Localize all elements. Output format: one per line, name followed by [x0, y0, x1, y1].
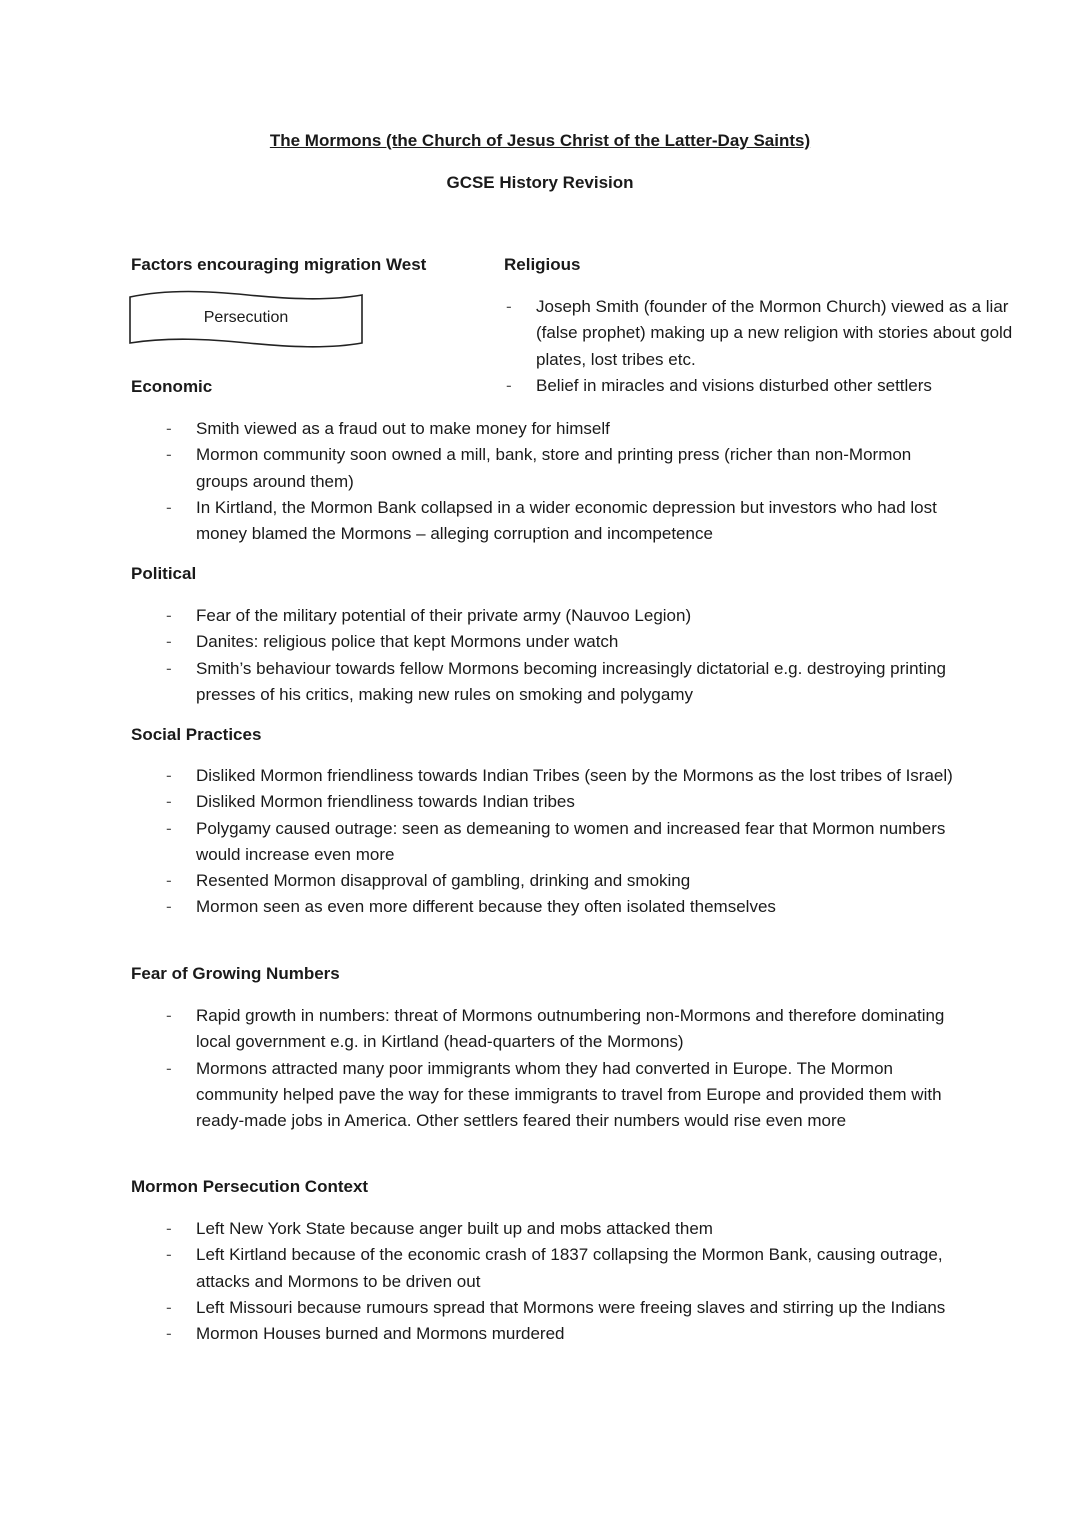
list-item: - Danites: religious police that kept Mormons under watch — [166, 632, 619, 652]
list-item: - Rapid growth in numbers: threat of Mormons outnumbering non-Mormons and therefore dominating local government e.g. in Kirtland (head-quarters of the Mormons) — [166, 1006, 945, 1052]
list-item: - Disliked Mormon friendliness towards Indian tribes — [166, 792, 575, 812]
list-item: - Polygamy caused outrage: seen as demeaning to women and increased fear that Mormon numbers would increase even more — [166, 818, 946, 864]
political-list — [166, 603, 966, 708]
list-item: - Smith viewed as a fraud out to make money for himself — [166, 419, 610, 438]
list-item: - Belief in miracles and visions disturbed other settlers — [506, 375, 932, 395]
numbers-list — [166, 1003, 956, 1134]
list-item: - Mormons attracted many poor immigrants whom they had converted in Europe. The Mormon community helped pave the way for these immigrants to travel from Europe and provided them with ready-made jobs in America. Other settlers feared their numbers would rise even more — [166, 1058, 942, 1131]
persecution-label: Persecution — [203, 309, 289, 326]
persecution-box — [128, 287, 364, 351]
list-item: - Joseph Smith (founder of the Mormon Church) viewed as a liar (false prophet) making up a new religion with stories about gold plates, lost tribes etc. — [506, 297, 1013, 369]
context-heading: Mormon Persecution Context — [131, 1177, 369, 1196]
list-item: - Smith’s behaviour towards fellow Mormons becoming increasingly dictatorial e.g. destroying printing presses of his critics, making new rules on smoking and polygamy — [166, 658, 946, 704]
social-heading: Social Practices — [131, 725, 262, 744]
list-item: - Mormon community soon owned a mill, bank, store and printing press (richer than non-Mormon groups around them) — [166, 445, 912, 491]
list-item: - Left New York State because anger built up and mobs attacked them — [166, 1219, 713, 1238]
list-item: - In Kirtland, the Mormon Bank collapsed in a wider economic depression but investors who had lost money blamed the Mormons – alleging corruption and incompetence — [166, 497, 937, 544]
economic-list — [166, 416, 946, 547]
list-item: - Left Missouri because rumours spread that Mormons were freeing slaves and stirring up the Indians — [166, 1297, 946, 1317]
political-heading: Political — [131, 564, 197, 583]
list-item: - Disliked Mormon friendliness towards Indian Tribes (seen by the Mormons as the lost tribes of Israel) — [166, 766, 953, 785]
economic-heading: Economic — [131, 377, 213, 396]
document-title: The Mormons (the Church of Jesus Christ of the Latter-Day Saints) — [269, 131, 811, 150]
religious-list — [506, 294, 1026, 399]
religious-heading: Religious — [504, 255, 581, 274]
factors-heading: Factors encouraging migration West — [131, 255, 427, 274]
list-item: - Left Kirtland because of the economic crash of 1837 collapsing the Mormon Bank, causing outrage, attacks and Mormons to be driven out — [166, 1245, 943, 1291]
list-item: - Fear of the military potential of their private army (Nauvoo Legion) — [166, 606, 692, 625]
numbers-heading: Fear of Growing Numbers — [131, 964, 340, 983]
list-item: - Mormon Houses burned and Mormons murdered — [166, 1324, 565, 1344]
list-item: - Resented Mormon disapproval of gambling, drinking and smoking — [166, 871, 691, 891]
list-item: - Mormon seen as even more different because they often isolated themselves — [166, 897, 776, 917]
document-subtitle: GCSE History Revision — [446, 173, 634, 192]
social-list — [166, 763, 956, 921]
context-list — [166, 1216, 956, 1347]
